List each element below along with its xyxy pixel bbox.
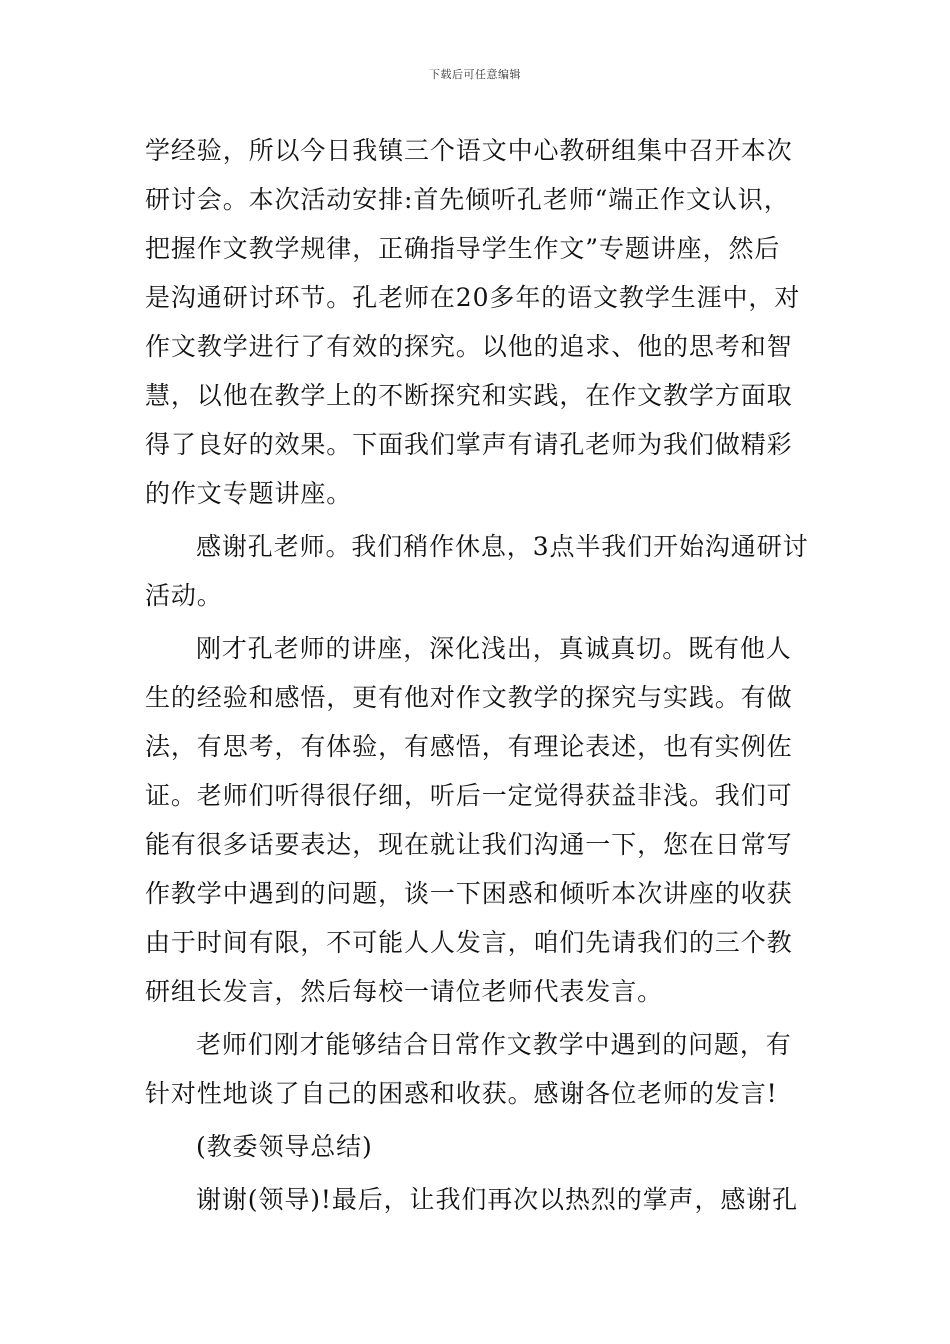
paragraph-2 — [145, 522, 810, 620]
text-line: 的作文专题讲座。 — [145, 479, 353, 508]
text-line: 谢谢(领导)!最后，让我们再次以热烈的掌声，感谢孔 — [196, 1185, 799, 1214]
text-line: 刚才孔老师的讲座，深化浅出，真诚真切。既有他人 — [196, 634, 792, 663]
text-line: 活动。 — [145, 581, 223, 610]
text-line: 感谢孔老师。我们稍作休息，3点半我们开始沟通研讨 — [196, 532, 809, 561]
text-line: 作教学中遇到的问题，谈一下困惑和倾听本次讲座的收获 — [145, 879, 793, 908]
text-line: 生的经验和感悟，更有他对作文教学的探究与实践。有做 — [145, 683, 793, 712]
text-line: 研组长发言，然后每校一请位老师代表发言。 — [145, 977, 664, 1006]
text-line: 证。老师们听得很仔细，听后一定觉得获益非浅。我们可 — [145, 781, 793, 810]
text-line: 能有很多话要表达，现在就让我们沟通一下，您在日常写 — [145, 830, 793, 859]
text-line: 是沟通研讨环节。孔老师在20多年的语文教学生涯中，对 — [145, 283, 801, 312]
text-line: 把握作文教学规律，正确指导学生作文”专题讲座，然后 — [145, 234, 781, 263]
text-line: 学经验，所以今日我镇三个语文中心教研组集中召开本次 — [145, 136, 793, 165]
text-line: 得了良好的效果。下面我们掌声有请孔老师为我们做精彩 — [145, 430, 793, 459]
paragraph-3 — [145, 624, 810, 1016]
text-line: 研讨会。本次活动安排:首先倾听孔老师“端正作文认识， — [145, 185, 790, 214]
text-line: 由于时间有限，不可能人人发言，咱们先请我们的三个教 — [145, 928, 793, 957]
text-line: 针对性地谈了自己的困惑和收获。感谢各位老师的发言! — [145, 1079, 778, 1108]
paragraph-4 — [145, 1020, 810, 1118]
text-line: (教委领导总结) — [196, 1132, 373, 1161]
document-body — [145, 126, 810, 1224]
paragraph-5 — [145, 1122, 810, 1171]
paragraph-1 — [145, 126, 810, 518]
paragraph-6 — [145, 1175, 810, 1224]
text-line: 作文教学进行了有效的探究。以他的追求、他的思考和智 — [145, 332, 793, 361]
page-header: 下载后可任意编辑 — [429, 68, 521, 81]
text-line: 慧，以他在教学上的不断探究和实践，在作文教学方面取 — [145, 381, 793, 410]
text-line: 法，有思考，有体验，有感悟，有理论表述，也有实例佐 — [145, 732, 793, 761]
text-line: 老师们刚才能够结合日常作文教学中遇到的问题，有 — [196, 1030, 792, 1059]
